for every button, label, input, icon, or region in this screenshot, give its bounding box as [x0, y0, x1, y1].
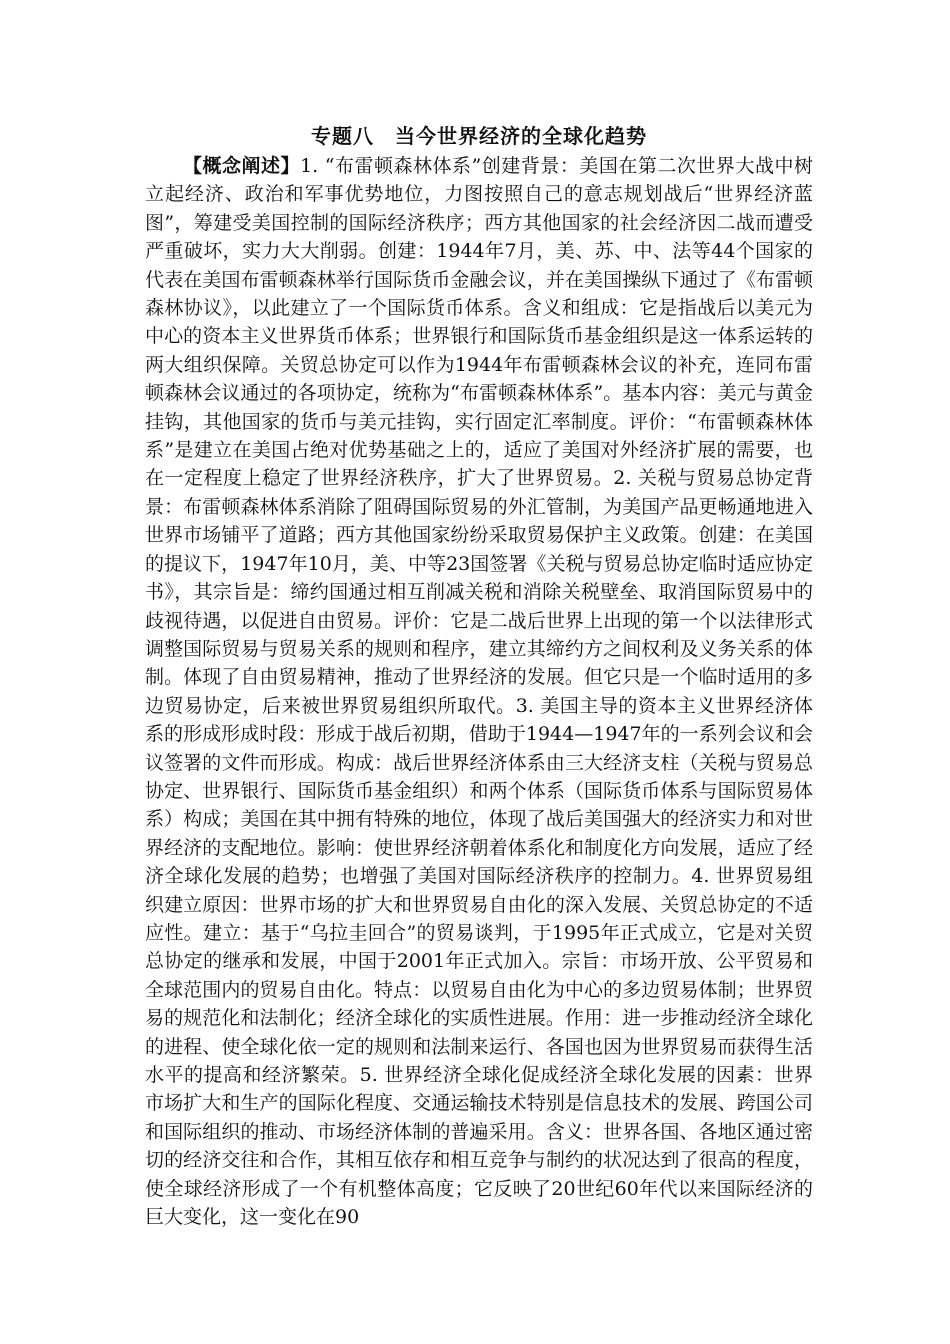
document-page: [145, 122, 813, 1231]
concept-lead-label: 【概念阐述】: [183, 155, 301, 177]
concept-body-text: 1. “布雷顿森林体系”创建背景：美国在第二次世界大战中树立起经济、政治和军事优势地位，力图按照自己的意志规划战后“世界经济蓝图”，筹建受美国控制的国际经济秩序；西方其他国家的社会经济因二战而遭受严重破坏，实力大大削弱。创建：1944年7月，美、苏、中、法等44个国家的代表在美国布雷顿森林举行国际货币金融会议，并在美国操纵下通过了《布雷顿森林协议》，以此建立了一个国际货币体系。含义和组成：它是指战后以美元为中心的资本主义世界货币体系；世界银行和国际货币基金组织是这一体系运转的两大组织保障。关贸总协定可以作为1944年布雷顿森林会议的补充，连同布雷顿森林会议通过的各项协定，统称为“布雷顿森林体系”。基本内容：美元与黄金挂钩，其他国家的货币与美元挂钩，实行固定汇率制度。评价：“布雷顿森林体系”是建立在美国占绝对优势基础之上的，适应了美国对外经济扩展的需要，也在一定程度上稳定了世界经济秩序，扩大了世界贸易。2. 关税与贸易总协定背景：布雷顿森林体系消除了阻碍国际贸易的外汇管制，为美国产品更畅通地进入世界市场铺平了道路；西方其他国家纷纷采取贸易保护主义政策。创建：在美国的提议下，1947年10月，美、中等23国签署《关税与贸易总协定临时适应协定书》，其宗旨是：缔约国通过相互削减关税和消除关税壁垒、取消国际贸易中的歧视待遇，以促进自由贸易。评价：它是二战后世界上出现的第一个以法律形式调整国际贸易与贸易关系的规则和程序，建立其缔约方之间权利及义务关系的体制。体现了自由贸易精神，推动了世界经济的发展。但它只是一个临时适用的多边贸易协定，后来被世界贸易组织所取代。3. 美国主导的资本主义世界经济体系的形成形成时段：形成于战后初期，借助于1944—1947年的一系列会议和会议签署的文件而形成。构成：战后世界经济体系由三大经济支柱（关税与贸易总协定、世界银行、国际货币基金组织）和两个体系（国际货币体系与国际贸易体系）构成；美国在其中拥有特殊的地位，体现了战后美国强大的经济实力和对世界经济的支配地位。影响：使世界经济朝着体系化和制度化方向发展，适应了经济全球化发展的趋势；也增强了美国对国际经济秩序的控制力。4. 世界贸易组织建立原因：世界市场的扩大和世界贸易自由化的深入发展、关贸总协定的不适应性。建立：基于“乌拉圭回合”的贸易谈判，于1995年正式成立，它是对关贸总协定的继承和发展，中国于2001年正式加入。宗旨：市场开放、公平贸易和全球范围内的贸易自由化。特点：以贸易自由化为中心的多边贸易体制；世界贸易的规范化和法制化；经济全球化的实质性进展。作用：进一步推动经济全球化的进程、使全球化依一定的规则和法制来运行、各国也因为世界贸易而获得生活水平的提高和经济繁荣。5. 世界经济全球化促成经济全球化发展的因素：世界市场扩大和生产的国际化程度、交通运输技术特别是信息技术的发展、跨国公司和国际组织的推动、市场经济体制的普遍采用。含义：世界各国、各地区通过密切的经济交往和合作，其相互依存和相互竞争与制约的状况达到了很高的程度，使全球经济形成了一个有机整体高度；它反映了20世纪60年代以来国际经济的巨大变化，这一变化在90: [145, 155, 813, 1229]
concept-paragraph: [145, 152, 813, 1231]
document-title: 专题八 当今世界经济的全球化趋势: [311, 124, 647, 148]
